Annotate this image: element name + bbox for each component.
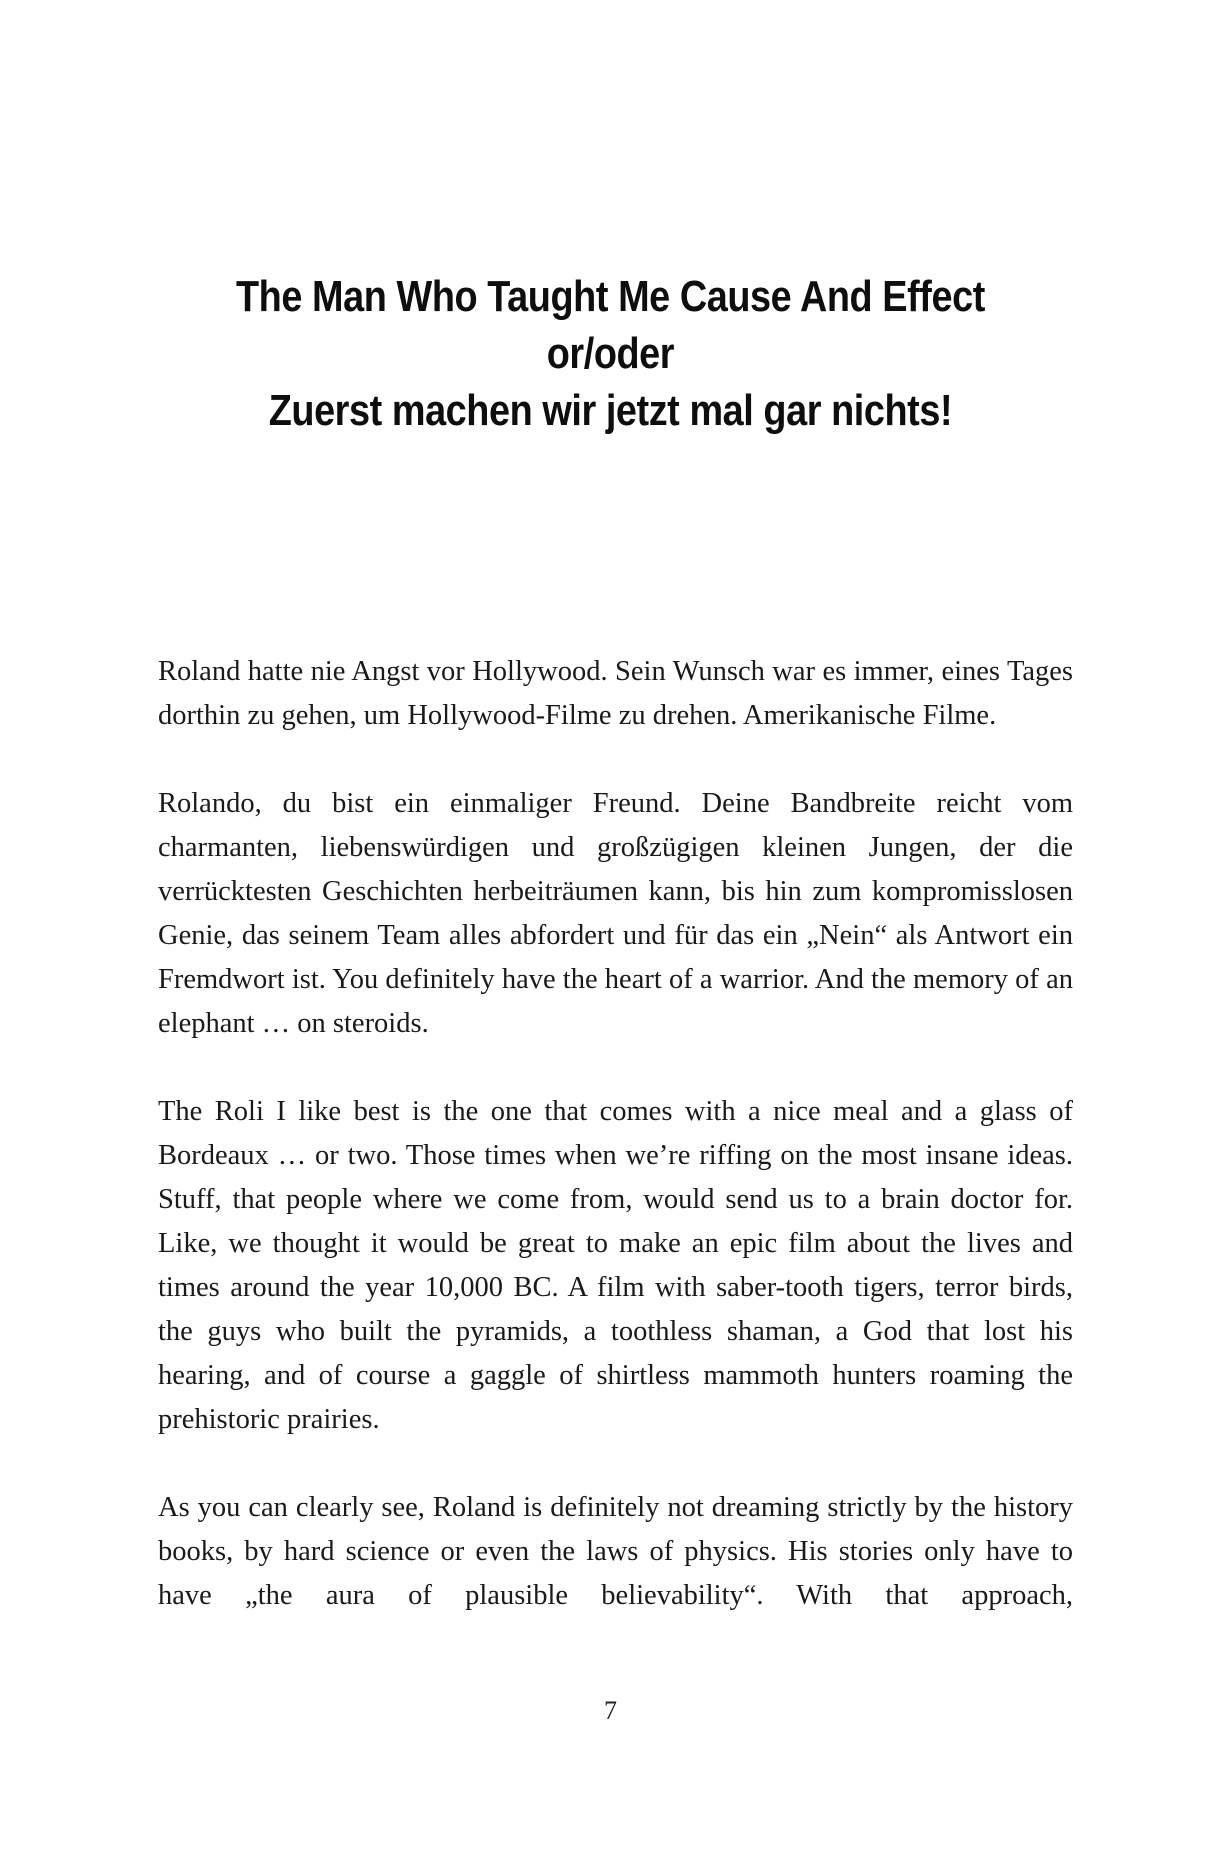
body-text bbox=[158, 650, 1073, 1618]
chapter-title bbox=[85, 268, 1135, 439]
page-number: 7 bbox=[604, 1696, 617, 1725]
chapter-title-line-3: Zuerst machen wir jetzt mal gar nichts! bbox=[268, 386, 953, 435]
paragraph-4: As you can clearly see, Roland is definitely not dreaming strictly by the history books, by hard science or even the laws of physics. His stories only have to have „the aura of plausible believability“. With that approach, bbox=[158, 1492, 1073, 1611]
chapter-title-line-1: The Man Who Taught Me Cause And Effect bbox=[235, 272, 985, 321]
paragraph-3: The Roli I like best is the one that comes with a nice meal and a glass of Bordeaux … or two. Those times when we’re riffing on the most insane ideas. Stuff, that people where we come from, would send us to a brain doctor for. Like, we thought it would be great to make an epic film about the lives and times around the year 10,000 BC. A film with saber-tooth tigers, terror birds, the guys who built the pyramids, a toothless shaman, a God that lost his hearing, and of course a gaggle of shirtless mammoth hunters roaming the prehistoric prairies. bbox=[158, 1096, 1073, 1435]
paragraph-1: Roland hatte nie Angst vor Hollywood. Sein Wunsch war es immer, eines Tages dorthin zu gehen, um Hollywood-Filme zu drehen. Amerikanische Filme. bbox=[158, 656, 1073, 731]
paragraph-2: Rolando, du bist ein einmaliger Freund. Deine Bandbreite reicht vom charmanten, liebenswürdigen und großzügigen kleinen Jungen, der die verrücktesten Geschichten herbeiträumen kann, bis hin zum kompromisslosen Genie, das seinem Team alles abfordert und für das ein „Nein“ als Antwort ein Fremdwort ist. You definitely have the heart of a warrior. And the memory of an elephant … on steroids. bbox=[158, 788, 1073, 1039]
chapter-title-line-2: or/oder bbox=[546, 329, 675, 378]
